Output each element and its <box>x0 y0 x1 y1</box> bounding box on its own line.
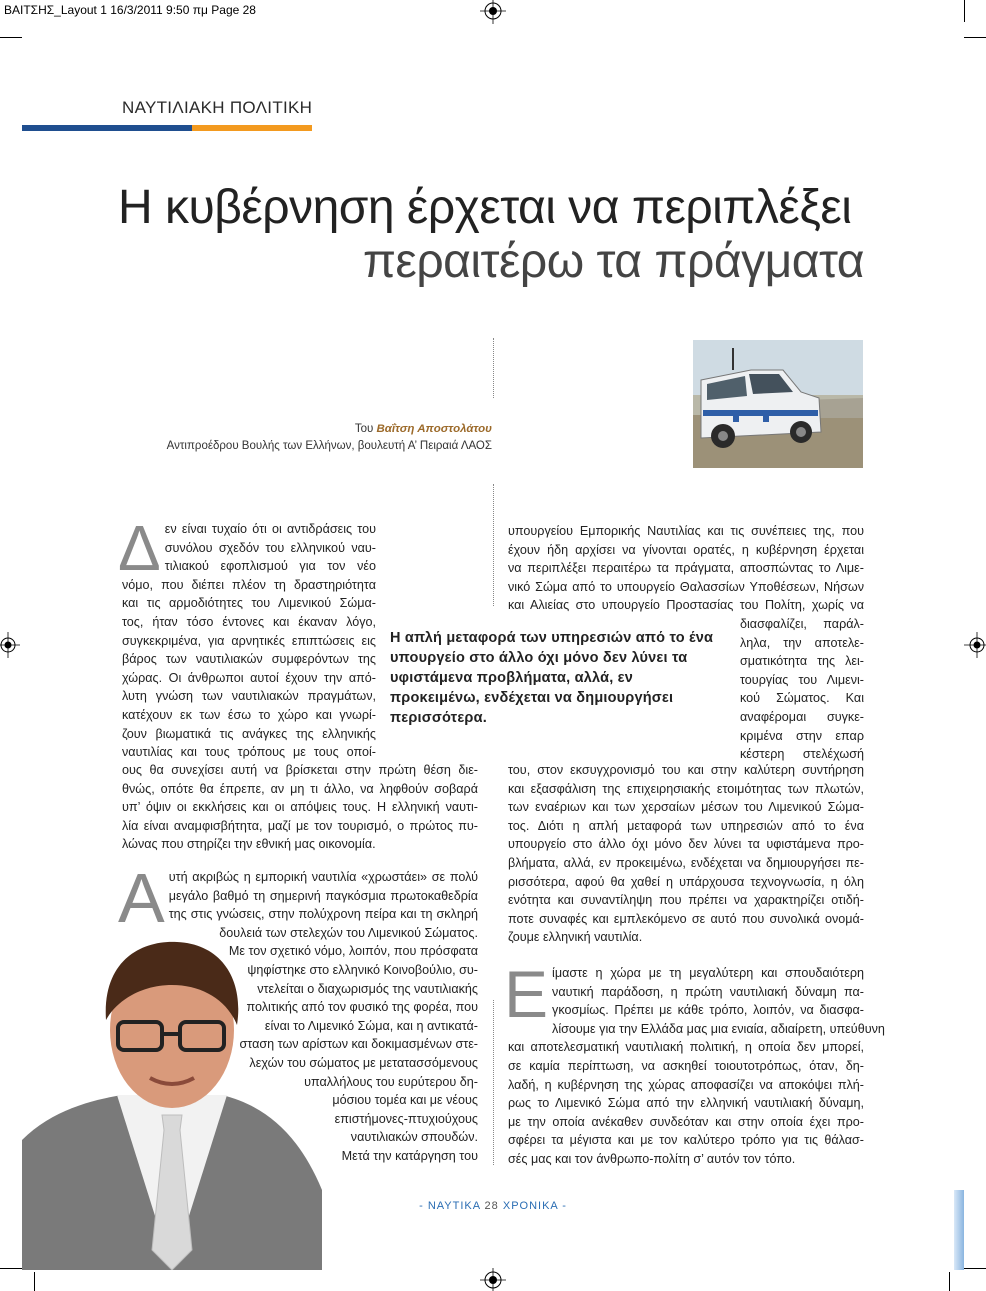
right-column-middle <box>508 761 864 947</box>
text-line: τιλιακού εφοπλισμού για τον νέο <box>164 559 376 574</box>
page-footer <box>0 1200 986 1212</box>
section-label: ΝΑΥΤΙΛΙΑΚΗ ΠΟΛΙΤΙΚΗ <box>122 98 313 117</box>
text-line: διασφαλίζει, παράλ- <box>740 617 864 631</box>
text-line: συνόλου σχεδόν του ελληνικού ναυ- <box>164 540 376 555</box>
crop-mark <box>0 1268 22 1269</box>
text-line: ζουμε ελληνική ναυτιλία. <box>508 930 643 945</box>
print-slug: ΒΑΙΤΣΗΣ_Layout 1 16/3/2011 9:50 πμ Page 28 <box>4 3 256 17</box>
right-column-para <box>504 957 885 1169</box>
section-rule-orange <box>192 125 312 131</box>
footer-magazine-left: - ΝΑΥΤΙΚΑ <box>419 1200 481 1212</box>
pull-quote: Η απλή μεταφορά των υπηρεσιών από το ένα υπουργείο στο άλλο όχι μόνο δεν λύνει τα υφιστάμενα προβλήματα, αλλά, εν προκειμένω, ενδέχεται να δημιουργήσει περισσότερα. <box>390 630 714 726</box>
text-line: λώνας που στηρίζει την εθνική μας οικονομία. <box>122 837 376 852</box>
text-line: λία είναι αναμφισβήτητα, μαζί με τον τουρισμό, ο πρώτος πυ- <box>122 818 478 833</box>
left-column-para1 <box>118 512 376 762</box>
text-line: δουλειά των στελεχών του Λιμενικού Σώματος. <box>219 925 478 940</box>
text-line: σταση των αρίστων και δοκιμασμένων στε- <box>239 1037 478 1052</box>
registration-mark-top-icon <box>480 0 506 24</box>
crop-mark <box>964 37 986 38</box>
column-divider <box>493 1000 494 1165</box>
text-line: λυτη γνώση των ναυτιλιακών πραγμάτων, <box>122 689 376 704</box>
dropcap: Α <box>118 859 165 937</box>
text-line: σές μας και τον άνθρωπο-πολίτη σ’ αυτόν τον τόπο. <box>508 1151 796 1166</box>
text-line: είναι το Λιμενικό Σώμα, και η αντικατά- <box>264 1018 478 1033</box>
column-divider <box>493 484 494 606</box>
text-line: νικό Σώμα από το υπουργείο Θαλασσίων Υποθέσεων, Νήσων <box>508 579 864 594</box>
text-line: ποτε συναφές και εμπλεκόμενο σε αυτό που συνολικά ονομά- <box>508 911 864 926</box>
author-portrait <box>22 930 322 1270</box>
text-line: ίμαστε η χώρα με τη μεγαλύτερη και σπουδαιότερη <box>552 966 864 980</box>
text-line: των εναέριων και των χερσαίων μέσων του Λιμενικού Σώμα- <box>508 800 864 815</box>
text-line: τος. Διότι η απλή μεταφορά των υπηρεσιών από το ένα <box>508 818 864 833</box>
text-line: κριμένα στην επαρ <box>740 728 864 743</box>
registration-mark-left-icon <box>0 632 20 658</box>
text-line: έχουν ήδη αρχίσει να γίνονται ορατές, η κυβέρνηση έρχεται <box>508 542 864 557</box>
crop-mark <box>964 1268 986 1269</box>
left-column-para1-wide <box>122 761 478 854</box>
text-line: εν είναι τυχαίο ότι οι αντιδράσεις του <box>164 522 376 536</box>
text-line: και τις αρμοδιότητες του Λιμενικού Σώμα- <box>122 596 376 611</box>
text-line: υπουργείου Εμπορικής Ναυτιλίας και τις συνέπειες της, που <box>508 524 864 538</box>
text-line: ναυτιλιακών σπουδών. <box>350 1130 478 1145</box>
registration-mark-bottom-icon <box>480 1268 506 1291</box>
crop-mark <box>964 0 965 22</box>
crop-mark <box>34 1272 35 1291</box>
right-column-side <box>740 615 864 764</box>
text-line: Με τον σχετικό νόμο, λοιπόν, που πρόσφατα <box>228 944 478 959</box>
text-line: τος, ήταν τόσο έντονες και έκαναν λόγο, <box>122 614 376 629</box>
page-number: 28 <box>484 1200 499 1212</box>
text-line: και εξασφάλιση της επιχειρησιακής ετοιμότητας των πλωτών, <box>508 781 864 796</box>
byline-prefix: Του <box>354 423 377 435</box>
text-line: χώρας. Οι άνθρωποι αυτοί έχουν την από- <box>122 670 376 685</box>
text-line: σφέρει τα μέγιστα και με τον καλύτερο τρόπο για τις θάλασ- <box>508 1133 864 1148</box>
paragraph-lines <box>508 964 885 1169</box>
crop-mark <box>949 1272 950 1291</box>
crop-mark <box>0 37 22 38</box>
text-line: ενότητα και συναντίληψη που πρέπει να χαρακτηρίζει οτιδή- <box>508 893 864 908</box>
section-rule-blue <box>22 125 192 131</box>
text-line: ντελείται ο διαχωρισμός της ναυτιλιακής <box>257 981 478 996</box>
text-line: γκοσμίως. Πρέπει με κάθε τρόπο, λοιπόν, να διασφα- <box>552 1003 864 1018</box>
text-line: ναυτιλίας και τους τρόπους με τους οποί- <box>122 745 376 760</box>
dropcap: Ε <box>504 957 549 1031</box>
text-line: της στις γνώσεις, στην πολύχρονη πείρα και τη σκληρή <box>168 907 478 922</box>
coast-guard-vehicle-photo <box>693 340 863 468</box>
text-line: βλήματα, αλλά, εν προκειμένω, ενδέχεται να δημιουργήσει πε- <box>508 855 864 870</box>
text-line: αναφέρομαι συγκε- <box>740 709 864 724</box>
text-line: λεχών του σώματος με μετατασσόμενους <box>249 1055 478 1070</box>
right-column-top <box>508 522 864 615</box>
text-line: μόσιου τομέα και με νέους <box>332 1093 478 1108</box>
byline <box>355 423 492 435</box>
text-line: ρισσότερα, αφού θα χαθεί η υπάρχουσα τεχνογνωσία, η όλη <box>508 874 864 889</box>
text-line: τουργίας του Λιμενι- <box>740 672 864 687</box>
text-line: συγκεκριμένα, για αρνητικές επιπτώσεις εις <box>122 633 376 648</box>
column-divider <box>493 338 494 398</box>
text-line: ληλα, την αποτελε- <box>740 635 864 650</box>
author-role: Αντιπροέδρου Βουλής των Ελλήνων, βουλευτή Α’ Πειραιά ΛΑΟΣ <box>166 440 492 452</box>
text-line: ψηφίστηκε στο ελληνικό Κοινοβούλιο, συ- <box>247 962 478 977</box>
text-line: κού Σώματος. Και <box>740 691 864 706</box>
text-line: μεγάλο βαθμό τη σημερινή παγκόσμια πρωτοκαθεδρία <box>168 888 478 903</box>
text-line: κατέχουν εκ των έσω το χώρο και γνωρί- <box>122 707 376 722</box>
registration-mark-right-icon <box>964 632 986 658</box>
text-line: ζουν βιωματικά τις ανάγκες της ελληνικής <box>122 726 376 741</box>
dropcap: Δ <box>118 512 161 584</box>
text-line: με την οποία ανέκαθεν συνδεόταν και στην οποία έχει προ- <box>508 1114 864 1129</box>
text-line: βάρος των ναυτιλιακών συμφερόντων της <box>122 652 376 667</box>
text-line: υπουργείο στο άλλο όχι μόνο δεν λύνει τα υφιστάμενα προ- <box>508 837 864 852</box>
text-line: κέστερη στελέχωσή <box>740 747 864 762</box>
text-line: νόμο, που διέπει πλέον τη δραστηριότητα <box>122 577 376 592</box>
text-line: ναυτική παράδοση, η πρώτη ναυτιλιακή δύναμη πα- <box>552 984 864 999</box>
article-title-line1: Η κυβέρνηση έρχεται να περιπλέξει <box>118 181 852 234</box>
text-line: θνώς, οπότε θα έπρεπε, αν μη τι άλλο, να ληφθούν σοβαρά <box>122 781 478 796</box>
text-line: λαδή, η κυβέρνηση της χώρας αποφασίζει να αποκόψει πλή- <box>508 1077 864 1092</box>
text-line: υπ’ όψιν οι εκκλήσεις και οι απόψεις τους. Η ελληνική ναυτι- <box>122 800 478 815</box>
text-line: ους θα συνεχίσει αυτή να βρίσκεται στην πρώτη θέση διε- <box>122 763 478 777</box>
text-line: πολιτικής από τον φυσικό της φορέα, που <box>246 1000 478 1015</box>
text-line: και Αλιείας στο υπουργείο Προστασίας του Πολίτη, χωρίς να <box>508 598 864 613</box>
page-edge-tab <box>954 1190 964 1270</box>
text-line: και αποτελεσματική ναυτιλιακή πολιτική, η οποία δεν μπορεί, <box>508 1040 864 1055</box>
text-line: λίσουμε για την Ελλάδα μας μια ενιαία, αδιαίρετη, υπεύθυνη <box>552 1021 885 1036</box>
text-line: υπαλλήλους του ευρύτερου δη- <box>304 1074 478 1089</box>
text-line: σματικότητα της λει- <box>740 654 864 669</box>
author-name: Βαΐτση Αποστολάτου <box>376 423 492 435</box>
text-line: ρως το Λιμενικό Σώμα από την ελληνική ναυτιλιακή δύναμη, <box>508 1096 864 1111</box>
text-line: επιστήμονες-πτυχιούχους <box>334 1111 478 1126</box>
text-line: Μετά την κατάργηση του <box>341 1148 478 1163</box>
text-line: σε καμία περίπτωση, να ασκηθεί τοιουτοτρόπως, όταν, δη- <box>508 1058 864 1073</box>
footer-magazine-right: ΧΡΟΝΙΚΑ - <box>502 1200 567 1212</box>
text-line: του, στον εκσυγχρονισμό του και στην καλύτερη συντήρηση <box>508 763 864 777</box>
text-line: υτή ακριβώς η εμπορική ναυτιλία «χρωστάει» σε πολύ <box>168 870 478 884</box>
text-line: να περιπλέξει περαιτέρω τα πράγματα, αποσπώντας το Λιμε- <box>508 561 864 576</box>
article-title-line2: περαιτέρω τα πράγματα <box>362 235 864 288</box>
